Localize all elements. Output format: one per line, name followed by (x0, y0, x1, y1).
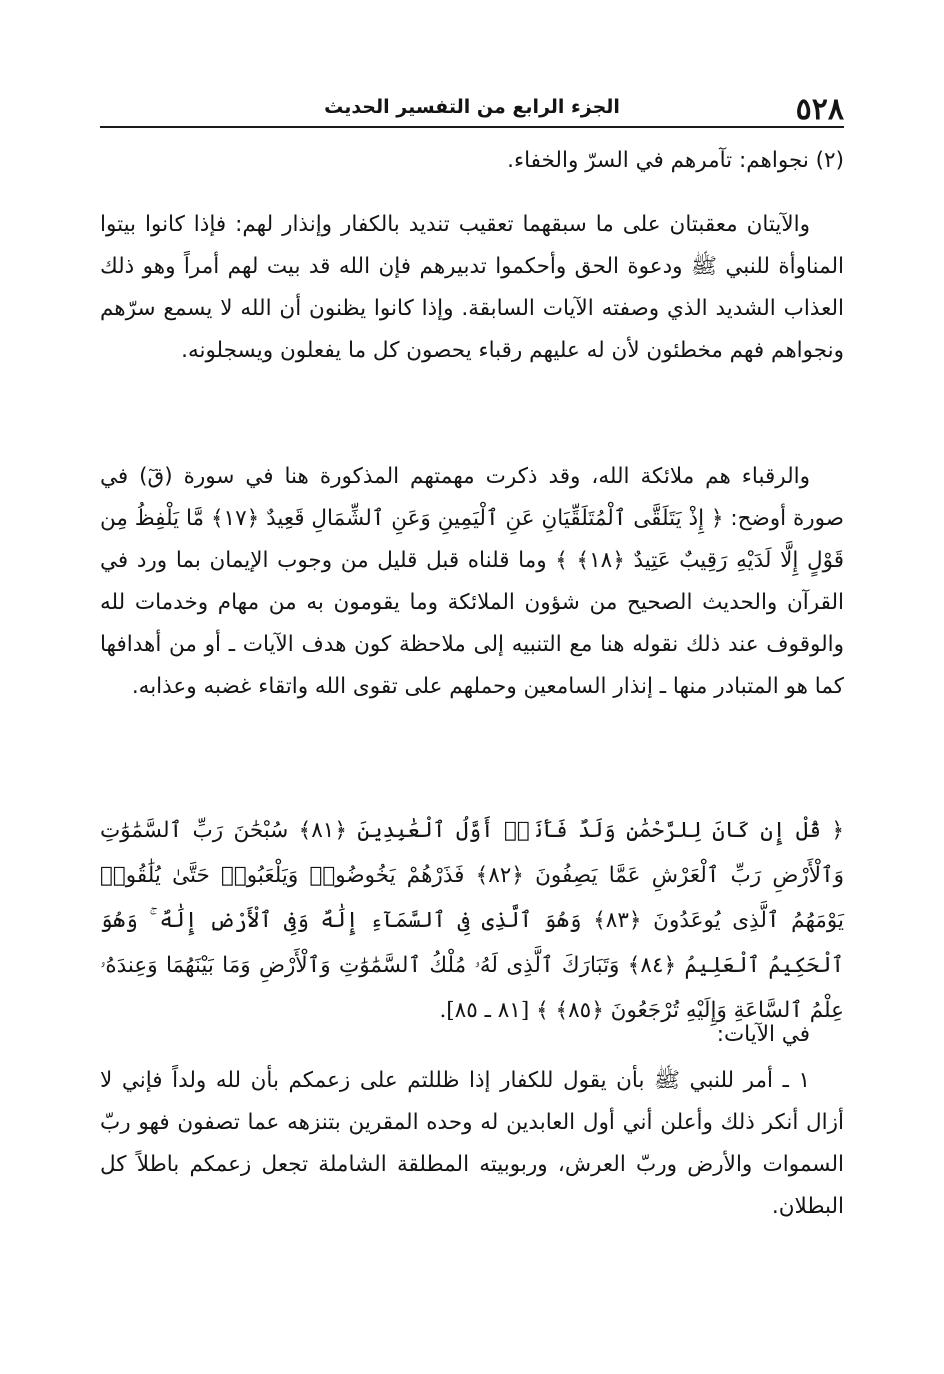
quran-verse-block: ﴿ قُلْ إِن كَانَ لِلرَّحْمَٰنِ وَلَدٌ فَأَنَا۠ أَوَّلُ ٱلْعَٰبِدِينَ ﴿٨١﴾ سُبْحَٰنَ رَبِّ ٱلسَّمَٰوَٰتِ وَٱلْأَرْضِ رَبِّ ٱلْعَرْشِ عَمَّا يَصِفُونَ ﴿٨٢﴾ فَذَرْهُمْ يَخُوضُوا۟ وَيَلْعَبُوا۟ حَتَّىٰ يُلَٰقُوا۟ يَوْمَهُمُ ٱلَّذِى يُوعَدُونَ ﴿٨٣﴾ وَهُوَ ٱلَّذِى فِى ٱلسَّمَآءِ إِلَٰهٌ وَفِى ٱلْأَرْضِ إِلَٰهٌ ۚ وَهُوَ ٱلْحَكِيمُ ٱلْعَلِيمُ ﴿٨٤﴾ وَتَبَارَكَ ٱلَّذِى لَهُۥ مُلْكُ ٱلسَّمَٰوَٰتِ وَٱلْأَرْضِ وَمَا بَيْنَهُمَا وَعِندَهُۥ عِلْمُ ٱلسَّاعَةِ وَإِلَيْهِ تُرْجَعُونَ ﴿٨٥﴾ ﴾ [٨١ ـ ٨٥]. (100, 818, 845, 1023)
point-1: ١ ـ أمر للنبي ﷺ بأن يقول للكفار إذا ظللتم على زعمكم بأن لله ولداً فإني لا أزال أنكر ذلك وأعلن أني أول العابدين له وحده المقرين بتنزهه عما تصفون فهو ربّ السموات والأرض وربّ العرش، وربوبيته المطلقة الشاملة تجعل زعمكم باطلاً كل البطلان. (100, 1068, 844, 1219)
section-heading: في الآيات: (716, 1022, 810, 1047)
paragraph-1: والآيتان معقبتان على ما سبقهما تعقيب تنديد بالكفار وإنذار لهم: فإذا كانوا بيتوا المناوأة للنبي ﷺ ودعوة الحق وأحكموا تدبيرهم فإن الله قد بيت لهم أمراً وهو ذلك العذاب الشديد الذي وصفته الآيات السابقة. وإذا كانوا يظنون أن الله لا يسمع سرّهم ونجواهم فهم مخطئون لأن له عليهم رقباء يحصون كل ما يفعلون ويسجلونه. (100, 212, 844, 363)
page-number: ٥٢٨ (795, 92, 844, 127)
page-header (100, 86, 844, 128)
footnote: (٢) نجواهم: تآمرهم في السرّ والخفاء. (507, 148, 844, 173)
running-title: الجزء الرابع من التفسير الحديث (324, 96, 620, 118)
paragraph-2: والرقباء هم ملائكة الله، وقد ذكرت مهمتهم المذكورة هنا في سورة (قٓ) في صورة أوضح: ﴿ إِذْ يَتَلَقَّى ٱلْمُتَلَقِّيَانِ عَنِ ٱلْيَمِينِ وَعَنِ ٱلشِّمَالِ قَعِيدٌ ﴿١٧﴾ مَّا يَلْفِظُ مِن قَوْلٍ إِلَّا لَدَيْهِ رَقِيبٌ عَتِيدٌ ﴿١٨﴾ ﴾ وما قلناه قبل قليل من وجوب الإيمان بما ورد في القرآن والحديث الصحيح من شؤون الملائكة وما يقومون به من مهام وخدمات لله والوقوف عند ذلك نقوله هنا مع التنبيه إلى ملاحظة كون هدف الآيات ـ أو من أهدافها كما هو المتبادر منها ـ إنذار السامعين وحملهم على تقوى الله واتقاء غضبه وعذابه. (100, 464, 845, 699)
